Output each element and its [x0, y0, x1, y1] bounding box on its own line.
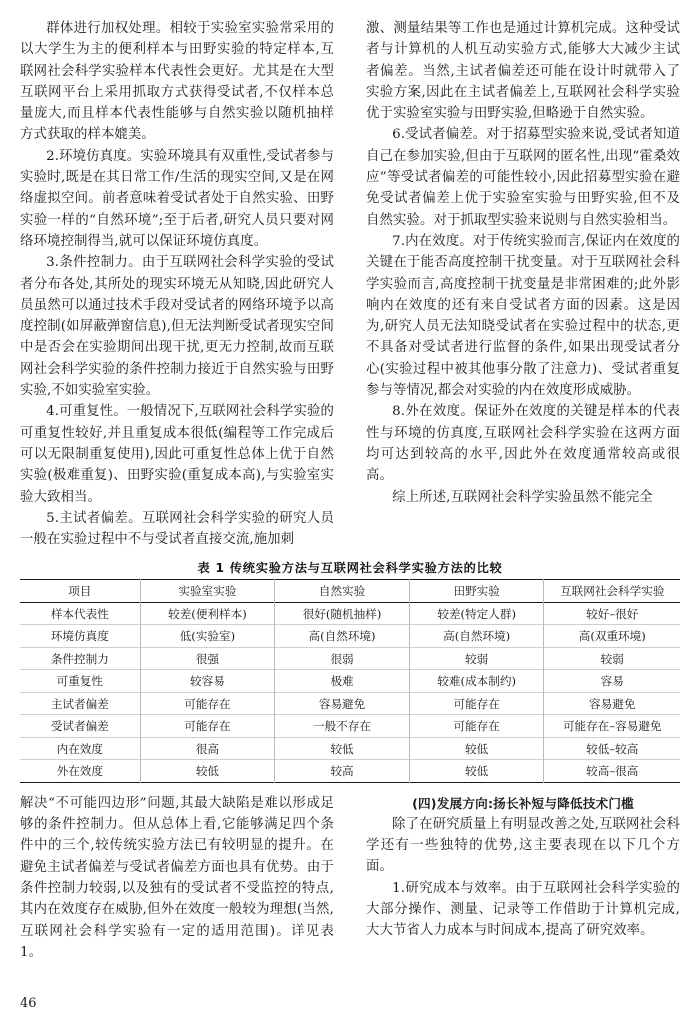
table-cell: 受试者偏差 [50, 719, 109, 734]
lower-right-column [366, 793, 680, 942]
table-header-cell: 互联网社会科学实验 [544, 580, 680, 602]
table-header-row [20, 580, 680, 602]
table-header-cell: 项目 [68, 584, 92, 599]
table-header-cell: 实验室实验 [140, 580, 275, 602]
paragraph: 4.可重复性。一般情况下,互联网社会科学实验的可重复性较好,并且重复成本很低(编程等工作完成后可以无限制重复使用),因此可重复性总体上优于自然实验(极难重复)、田野实验(重复成本高),与实验室实验大致相当。 [20, 404, 334, 505]
lower-left-column [20, 793, 334, 963]
paragraph: 8.外在效度。保证外在效度的关键是样本的代表性与环境的仿真度,互联网社会科学实验在这两方面均可达到较高的水平,因此外在效度通常较高或很高。 [366, 404, 680, 484]
table-cell: 高(双重环境) [544, 625, 680, 647]
paragraph: 6.受试者偏差。对于招募型实验来说,受试者知道自己在参加实验,但由于互联网的匿名性,出现“霍桑效应”等受试者偏差的可能性较小,因此招募型实验在避免受试者偏差上优于实验室实验与田野实验,但不及自然实验。对于抓取型实验来说则与自然实验相当。 [366, 127, 680, 228]
paragraph: 5.主试者偏差。互联网社会科学实验的研究人员一般在实验过程中不与受试者直接交流,施加刺 [20, 510, 334, 548]
table-cell: 很高 [140, 737, 275, 759]
comparison-table-block [20, 559, 680, 782]
table-cell: 高(自然环境) [275, 625, 410, 647]
table-cell: 可能存在 [409, 715, 544, 737]
table-cell: 外在效度 [56, 764, 103, 779]
table-cell: 较弱 [409, 647, 544, 669]
table-cell: 可重复性 [56, 674, 103, 689]
table-cell: 低(实验室) [140, 625, 275, 647]
table-cell: 较差(便利样本) [140, 602, 275, 624]
table-cell: 一般不存在 [275, 715, 410, 737]
paragraph: 综上所述,互联网社会科学实验虽然不能完全 [392, 489, 653, 505]
table-cell: 较难(成本制约) [409, 670, 544, 692]
table-cell: 较低 [409, 760, 544, 782]
table-row [20, 760, 680, 782]
table-cell: 较差(特定人群) [409, 602, 544, 624]
table-cell: 样本代表性 [50, 606, 109, 621]
table-row [20, 670, 680, 692]
table-cell: 较低 [275, 737, 410, 759]
paragraph: 群体进行加权处理。相较于实验室实验常采用的以大学生为主的便利样本与田野实验的特定样本,互联网社会科学实验样本代表性会更好。尤其是在大型互联网平台上采用抓取方式获得受试者,不仅样本总量庞大,而且样本代表性能够与自然实验以随机抽样方式获取的样本媲美。 [20, 21, 334, 143]
table-row [20, 737, 680, 759]
lower-body-columns [20, 793, 680, 963]
table-row [20, 715, 680, 737]
table-cell: 较高 [275, 760, 410, 782]
table-cell: 容易避免 [544, 692, 680, 714]
table-row [20, 647, 680, 669]
paragraph: 7.内在效度。对于传统实验而言,保证内在效度的关键在于能否高度控制干扰变量。对于互联网社会科学实验而言,高度控制干扰变量是非常困难的;此外影响内在效度的还有来自受试者方面的因素。这是因为,研究人员无法知晓受试者在实验过程中的状态,更不具备对受试者进行监督的条件,如果出现受试者分心(实验过程中被其他事分散了注意力)、受试者重复参与等情况,都会对实验的内在效度形成威胁。 [366, 233, 680, 399]
paragraph: 激、测量结果等工作也是通过计算机完成。这种受试者与计算机的人机互动实验方式,能够大大减少主试者偏差。当然,主试者偏差还可能在设计时就带入了实验方案,因此在主试者偏差上,互联网社会科学实验优于实验室实验与田野实验,但略逊于自然实验。 [366, 21, 680, 122]
table-cell: 环境仿真度 [50, 629, 109, 644]
page-number: 46 [20, 996, 37, 1011]
table-row [20, 602, 680, 624]
paragraph: 1.研究成本与效率。由于互联网社会科学实验的大部分操作、测量、记录等工作借助于计算机完成,大大节省人力成本与时间成本,提高了研究效率。 [366, 880, 680, 939]
table-cell: 很强 [140, 647, 275, 669]
paragraph: 2.环境仿真度。实验环境具有双重性,受试者参与实验时,既是在其日常工作/生活的现实空间,又是在网络虚拟空间。前者意味着受试者处于自然实验、田野实验一样的“自然环境”;至于后者,研究人员只要对网络环境控制得当,就可以保证环境仿真度。 [20, 148, 334, 249]
table-cell: 较好–很好 [544, 602, 680, 624]
table-cell: 容易 [544, 670, 680, 692]
upper-left-column [20, 18, 334, 550]
table-cell: 可能存在 [409, 692, 544, 714]
comparison-table [20, 579, 680, 782]
paragraph: 解决“不可能四边形”问题,其最大缺陷是难以形成足够的条件控制力。但从总体上看,它能够满足四个条件中的三个,较传统实验方法已有较明显的提升。在避免主试者偏差与受试者偏差方面也具有优势。由于条件控制力较弱,以及独有的受试者不受监控的特点,其内在效度存在威胁,但外在效度一般较为理想(当然,互联网社会科学实验有一定的适用范围)。详见表 1。 [20, 795, 334, 960]
table-cell: 高(自然环境) [409, 625, 544, 647]
table-cell: 较低–较高 [544, 737, 680, 759]
table-cell: 可能存在 [140, 715, 275, 737]
table-cell: 条件控制力 [50, 651, 109, 666]
table-header-cell: 自然实验 [275, 580, 410, 602]
table-cell: 较容易 [140, 670, 275, 692]
table-cell: 很弱 [275, 647, 410, 669]
table-row [20, 692, 680, 714]
table-cell: 较高–很高 [544, 760, 680, 782]
upper-right-column [366, 18, 680, 508]
paragraph: 除了在研究质量上有明显改善之处,互联网社会科学还有一些独特的优势,这主要表现在以下几个方面。 [366, 816, 680, 875]
table-row [20, 625, 680, 647]
table-header-cell: 田野实验 [409, 580, 544, 602]
table-cell: 内在效度 [56, 741, 103, 756]
paragraph: 3.条件控制力。由于互联网社会科学实验的受试者分布各处,其所处的现实环境无从知晓,因此研究人员虽然可以通过技术手段对受试者的网络环境予以高度控制(如屏蔽弹窗信息),但无法判断受试者现实空间中是否会在实验期间出现干扰,更无力控制,故而互联网社会科学实验的条件控制力接近于自然实验与田野实验,不如实验室实验。 [20, 255, 334, 399]
upper-body-columns [20, 18, 680, 550]
table-caption: 表 1 传统实验方法与互联网社会科学实验方法的比较 [197, 561, 503, 576]
table-cell: 主试者偏差 [50, 696, 109, 711]
table-cell: 极难 [275, 670, 410, 692]
table-cell: 较低 [409, 737, 544, 759]
table-cell: 可能存在–容易避免 [544, 715, 680, 737]
table-cell: 较低 [140, 760, 275, 782]
table-cell: 较弱 [544, 647, 680, 669]
table-cell: 可能存在 [140, 692, 275, 714]
table-cell: 很好(随机抽样) [275, 602, 410, 624]
table-cell: 容易避免 [275, 692, 410, 714]
section-heading: (四)发展方向:扬长补短与降低技术门槛 [412, 795, 634, 811]
